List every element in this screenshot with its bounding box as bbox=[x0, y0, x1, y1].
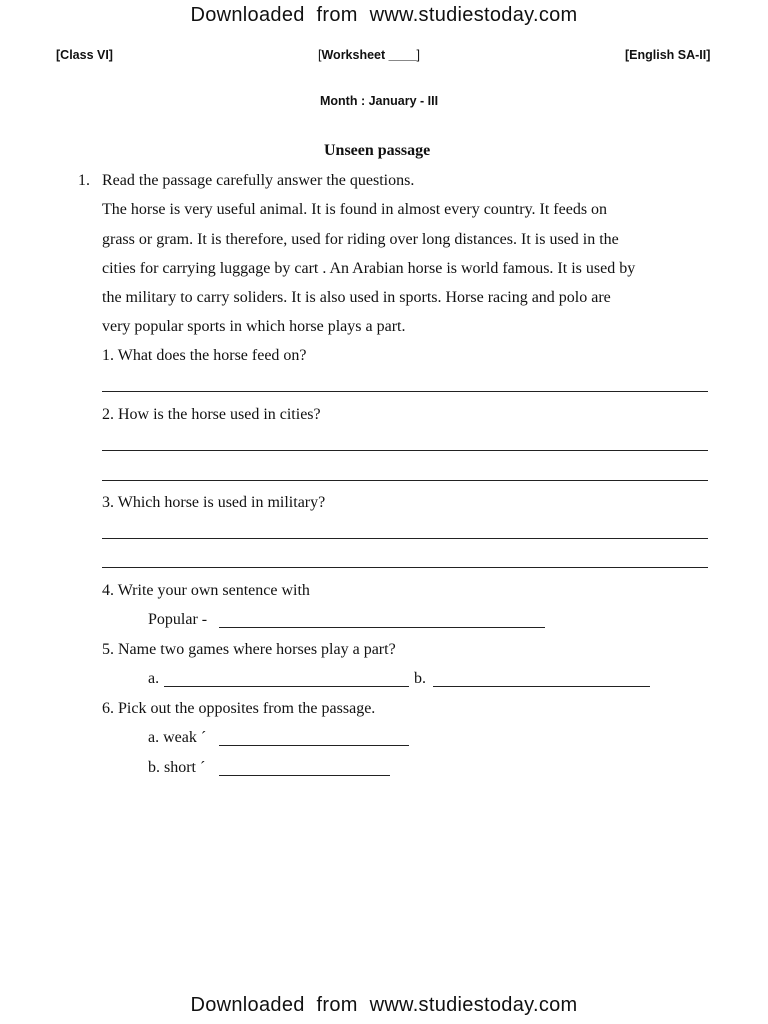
class-label: [Class VI] bbox=[56, 48, 113, 62]
answer-line-q2-1[interactable] bbox=[102, 450, 708, 451]
passage-line: The horse is very useful animal. It is found in almost every country. It feeds on bbox=[102, 201, 608, 218]
subquestion-6: 6. Pick out the opposites from the passage. bbox=[102, 700, 376, 717]
subquestion-2: 2. How is the horse used in cities? bbox=[102, 406, 321, 423]
page-title: Unseen passage bbox=[324, 142, 431, 159]
q4-word-label: Popular - bbox=[148, 611, 208, 628]
answer-line-q1[interactable] bbox=[102, 391, 708, 392]
subquestion-1: 1. What does the horse feed on? bbox=[102, 347, 307, 364]
answer-blank-q4[interactable] bbox=[219, 627, 545, 628]
subquestion-4: 4. Write your own sentence with bbox=[102, 582, 310, 599]
passage-line: grass or gram. It is therefore, used for riding over long distances. It is used in the bbox=[102, 231, 619, 248]
question-number: 1. bbox=[78, 172, 90, 189]
subquestion-3: 3. Which horse is used in military? bbox=[102, 494, 326, 511]
answer-blank-q6-b[interactable] bbox=[219, 775, 390, 776]
answer-line-q3-1[interactable] bbox=[102, 538, 708, 539]
worksheet-label bbox=[318, 48, 420, 62]
answer-blank-q6-a[interactable] bbox=[219, 745, 409, 746]
month-label: Month : January - III bbox=[320, 94, 439, 108]
download-banner-bottom: Downloaded from www.studiestoday.com bbox=[190, 994, 578, 1016]
q6-option-b-label: b. short ´ bbox=[148, 759, 206, 776]
answer-blank-q5-b[interactable] bbox=[433, 686, 650, 687]
worksheet-bracket-open: [ bbox=[318, 48, 322, 62]
q5-option-a-label: a. bbox=[148, 670, 160, 687]
passage-line: cities for carrying luggage by cart . An Arabian horse is world famous. It is used by bbox=[102, 260, 636, 277]
answer-line-q3-2[interactable] bbox=[102, 567, 708, 568]
passage-line: very popular sports in which horse plays a part. bbox=[102, 318, 406, 335]
worksheet-text: Worksheet ____ bbox=[321, 48, 417, 62]
subquestion-5: 5. Name two games where horses play a part? bbox=[102, 641, 396, 658]
passage-line: the military to carry soliders. It is also used in sports. Horse racing and polo are bbox=[102, 289, 611, 306]
q6-option-a-label: a. weak ´ bbox=[148, 729, 207, 746]
answer-blank-q5-a[interactable] bbox=[164, 686, 409, 687]
download-banner-top: Downloaded from www.studiestoday.com bbox=[190, 4, 578, 26]
subject-label: [English SA-II] bbox=[625, 48, 711, 62]
question-instruction: Read the passage carefully answer the questions. bbox=[102, 172, 415, 189]
worksheet-bracket-close: ] bbox=[416, 48, 420, 62]
q5-option-b-label: b. bbox=[414, 670, 426, 687]
answer-line-q2-2[interactable] bbox=[102, 480, 708, 481]
